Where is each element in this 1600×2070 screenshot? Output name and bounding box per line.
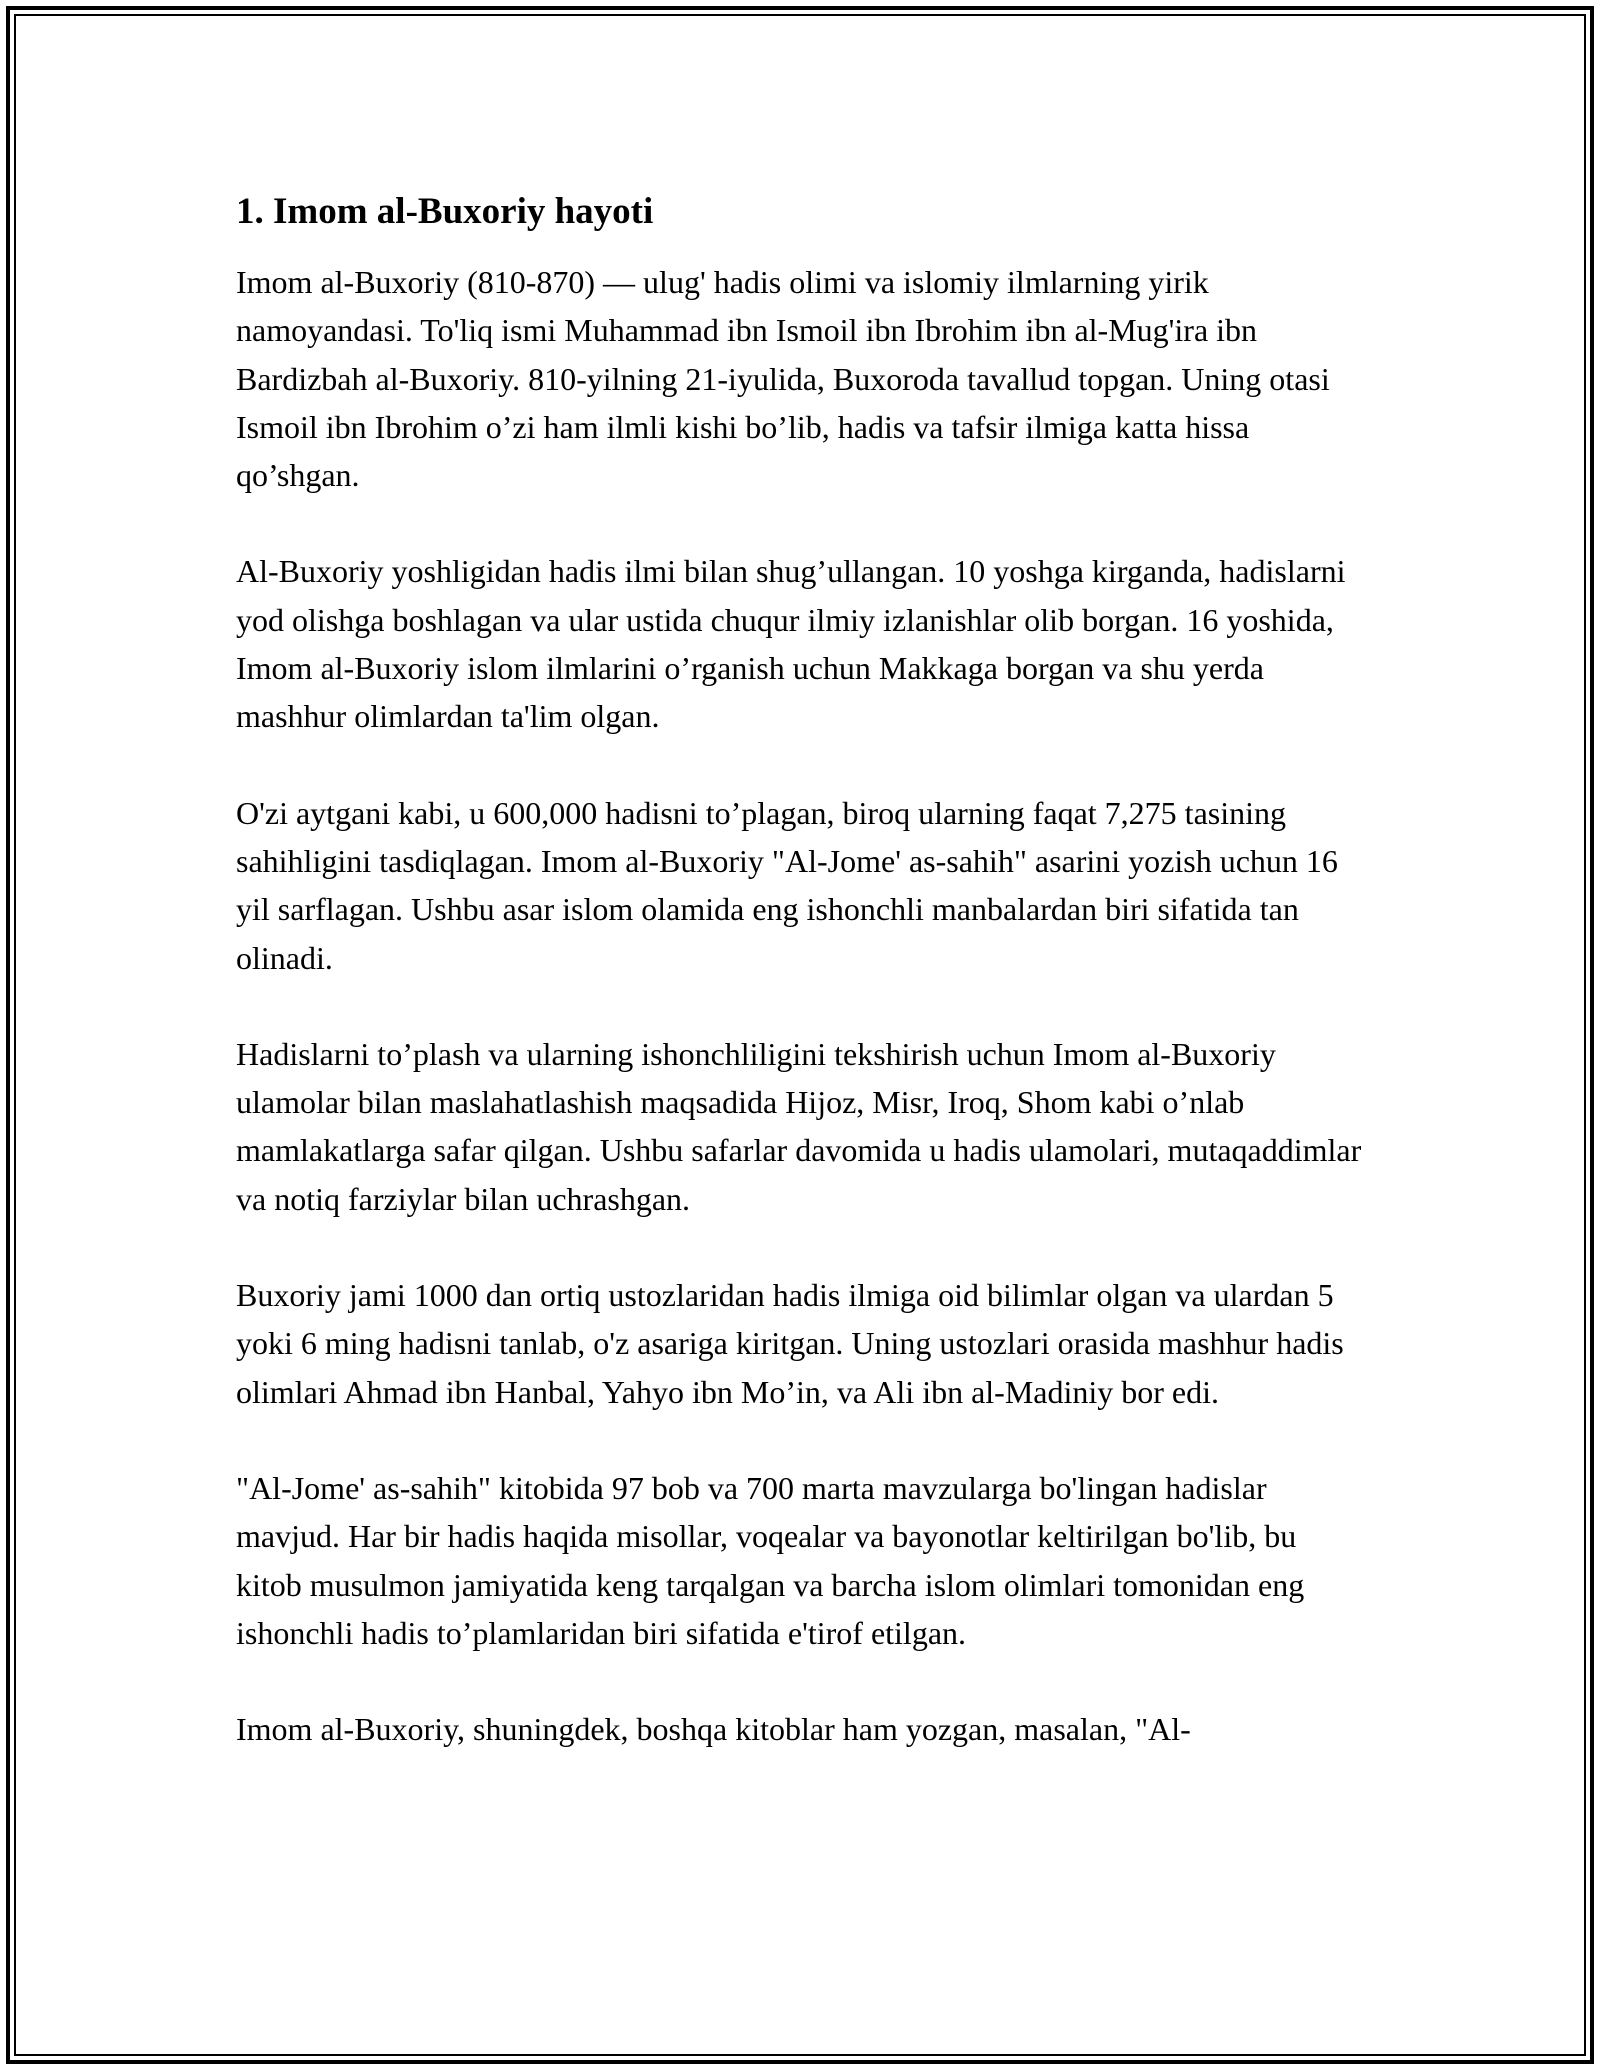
section-title: 1. Imom al-Buxoriy hayoti: [236, 191, 654, 232]
paragraph-2: Al-Buxoriy yoshligidan hadis ilmi bilan shug’ullangan. 10 yoshga kirganda, hadislarni yod olishga boshlagan va ular ustida chuqur ilmiy izlanishlar olib borgan. 16 yoshida, Imom al-Buxoriy islom ilmlarini o’rganish uchun Makkaga borgan va shu yerda mashhur olimlardan ta'lim olgan.: [236, 553, 1346, 735]
paragraph-5: Buxoriy jami 1000 dan ortiq ustozlaridan hadis ilmiga oid bilimlar olgan va ulardan 5 yoki 6 ming hadisni tanlab, o'z asariga kiritgan. Uning ustozlari orasida mashhur hadis olimlari Ahmad ibn Hanbal, Yahyo ibn Mo’in, va Ali ibn al-Madiniy bor edi.: [236, 1277, 1344, 1410]
paragraph-1: Imom al-Buxoriy (810-870) — ulug' hadis olimi va islomiy ilmlarning yirik namoyandasi. To'liq ismi Muhammad ibn Ismoil ibn Ibrohim ibn al-Mug'ira ibn Bardizbah al-Buxoriy. 810-yilning 21-iyulida, Buxoroda tavallud topgan. Uning otasi Ismoil ibn Ibrohim o’zi ham ilmli kishi bo’lib, hadis va tafsir ilmiga katta hissa qo’shgan.: [236, 264, 1330, 494]
document-body: [236, 188, 1366, 1801]
paragraph-3: O'zi aytgani kabi, u 600,000 hadisni to’plagan, biroq ularning faqat 7,275 tasining sahihligini tasdiqlagan. Imom al-Buxoriy "Al-Jome' as-sahih" asarini yozish uchun 16 yil sarflagan. Ushbu asar islom olamida eng ishonchli manbalardan biri sifatida tan olinadi.: [236, 794, 1338, 976]
paragraph-6: "Al-Jome' as-sahih" kitobida 97 bob va 700 marta mavzularga bo'lingan hadislar mavjud. Har bir hadis haqida misollar, voqealar va bayonotlar keltirilgan bo'lib, bu kitob musulmon jamiyatida keng tarqalgan va barcha islom olimlari tomonidan eng ishonchli hadis to’plamlaridan biri sifatida e'tirof etilgan.: [236, 1469, 1305, 1651]
paragraph-4: Hadislarni to’plash va ularning ishonchliligini tekshirish uchun Imom al-Buxoriy ulamolar bilan maslahatlashish maqsadida Hijoz, Misr, Iroq, Shom kabi o’nlab mamlakatlarga safar qilgan. Ushbu safarlar davomida u hadis ulamolari, mutaqaddimlar va notiq farziylar bilan uchrashgan.: [236, 1035, 1362, 1217]
paragraph-7: Imom al-Buxoriy, shuningdek, boshqa kitoblar ham yozgan, masalan, "Al-: [236, 1711, 1191, 1748]
